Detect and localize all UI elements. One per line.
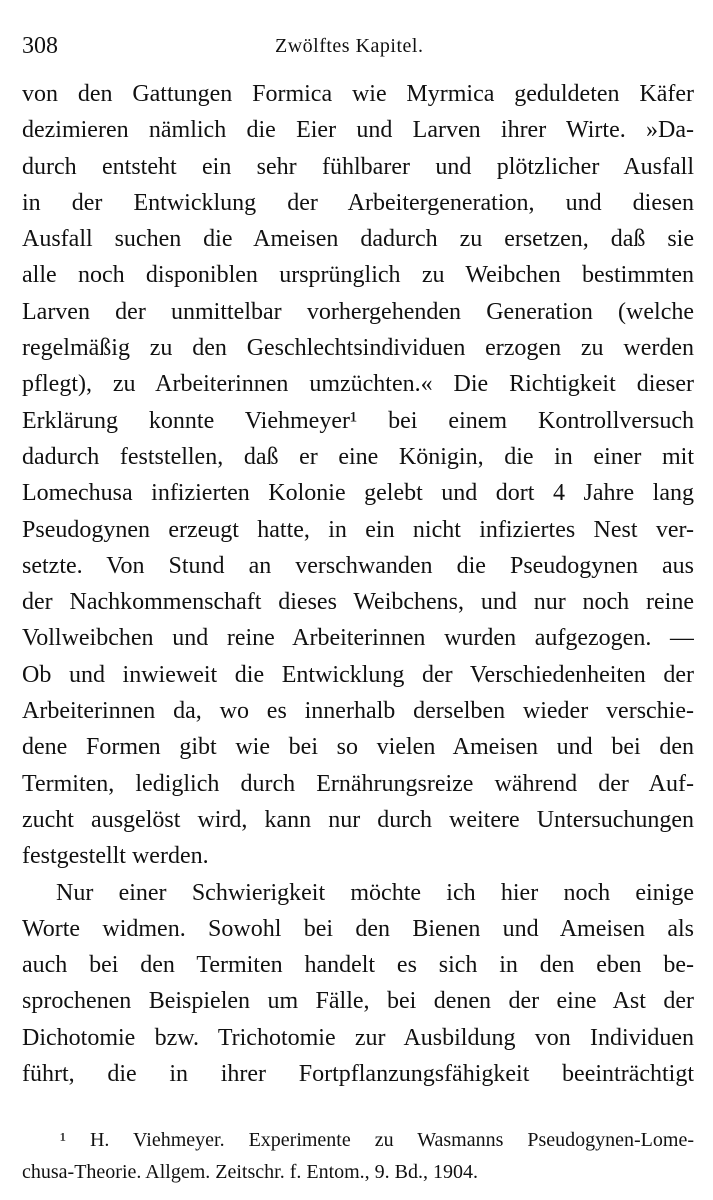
body-text [22, 76, 694, 1092]
text-line: Ausfall suchen die Ameisen dadurch zu ersetzen, daß sie [22, 226, 694, 253]
page-number: 308 [22, 33, 58, 59]
footnote-line: ¹ H. Viehmeyer. Experimente zu Wasmanns Pseudogynen-Lome- [60, 1129, 694, 1151]
text-line: alle noch disponiblen ursprünglich zu Weibchen bestimmten [22, 262, 694, 289]
text-line: in der Entwicklung der Arbeitergeneration, und diesen [22, 189, 694, 216]
text-line: Vollweibchen und reine Arbeiterinnen wurden aufgezogen. — [22, 625, 694, 652]
text-line: festgestellt werden. [22, 843, 209, 870]
text-line: führt, die in ihrer Fortpflanzungsfähigkeit beeinträchtigt [22, 1061, 694, 1088]
text-line: dadurch feststellen, daß er eine Königin, die in einer mit [22, 443, 694, 470]
footnote [22, 1124, 694, 1188]
text-line: dezimieren nämlich die Eier und Larven ihrer Wirte. »Da- [22, 117, 694, 144]
text-line: Larven der unmittelbar vorhergehenden Generation (welche [22, 298, 694, 325]
text-line: Lomechusa infizierten Kolonie gelebt und dort 4 Jahre lang [22, 480, 694, 507]
text-line: dene Formen gibt wie bei so vielen Ameisen und bei den [22, 734, 694, 761]
text-line: sprochenen Beispielen um Fälle, bei denen der eine Ast der [22, 988, 694, 1015]
running-title: Zwölftes Kapitel. [275, 35, 424, 57]
page-header [22, 30, 692, 62]
text-line: regelmäßig zu den Geschlechtsindividuen erzogen zu werden [22, 335, 694, 362]
text-line: setzte. Von Stund an verschwanden die Pseudogynen aus [22, 552, 694, 579]
text-line: Arbeiterinnen da, wo es innerhalb derselben wieder verschie- [22, 698, 694, 725]
text-line: zucht ausgelöst wird, kann nur durch weitere Untersuchungen [22, 806, 694, 833]
text-line: von den Gattungen Formica wie Myrmica geduldeten Käfer [22, 81, 694, 107]
text-line: Erklärung konnte Viehmeyer¹ bei einem Kontrollversuch [22, 407, 694, 434]
text-line: Ob und inwieweit die Entwicklung der Verschiedenheiten der [22, 661, 694, 688]
text-line: durch entsteht ein sehr fühlbarer und plötzlicher Ausfall [22, 153, 694, 180]
text-line: Pseudogynen erzeugt hatte, in ein nicht infiziertes Nest ver- [22, 516, 694, 543]
footnote-line: chusa-Theorie. Allgem. Zeitschr. f. Entom., 9. Bd., 1904. [22, 1161, 479, 1183]
text-line: auch bei den Termiten handelt es sich in den eben be- [22, 952, 694, 979]
text-line: pflegt), zu Arbeiterinnen umzüchten.« Die Richtigkeit dieser [22, 371, 694, 398]
text-line: Worte widmen. Sowohl bei den Bienen und Ameisen als [22, 915, 694, 942]
text-line: Dichotomie bzw. Trichotomie zur Ausbildung von Individuen [22, 1024, 694, 1051]
text-line: Termiten, lediglich durch Ernährungsreize während der Auf- [22, 770, 694, 797]
text-line: Nur einer Schwierigkeit möchte ich hier noch einige [56, 879, 694, 906]
text-line: der Nachkommenschaft dieses Weibchens, und nur noch reine [22, 589, 694, 616]
